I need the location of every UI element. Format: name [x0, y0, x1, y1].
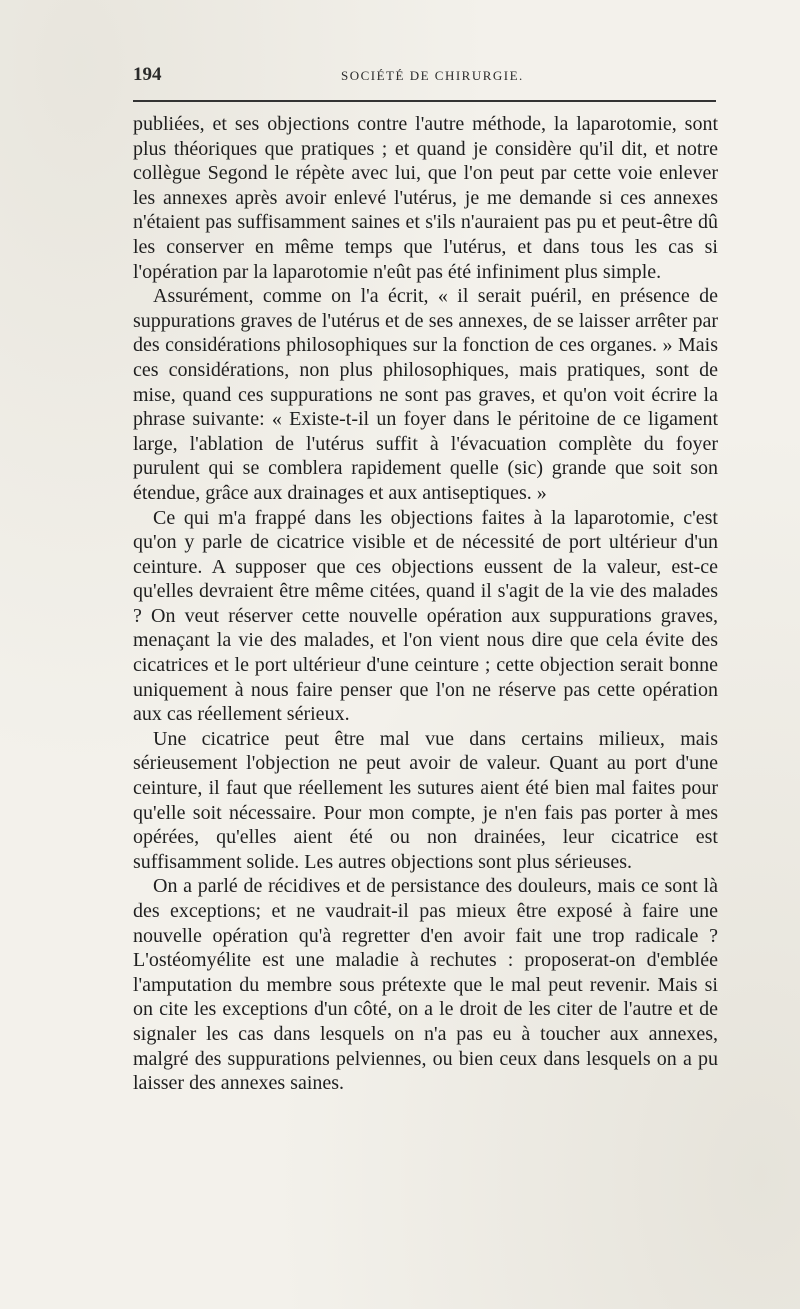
page-number: 194 — [133, 64, 162, 85]
paragraph-4: Une cicatrice peut être mal vue dans certains milieux, mais sérieusement l'objection ne peut avoir de valeur. Quant au port d'une ceinture, il faut que réellement les sutures aient été bien mal faites pour qu'elle soit nécessaire. Pour mon compte, je n'en fais pas porter à mes opérées, qu'elles aient été ou non drainées, leur cicatrice est suffisamment solide. Les autres objections sont plus sérieuses. — [133, 727, 718, 873]
paragraph-3: Ce qui m'a frappé dans les objections faites à la laparotomie, c'est qu'on y parle de cicatrice visible et de nécessité de port ultérieur d'un ceinture. A supposer que ces objections eussent de la valeur, est-ce qu'elles devraient être même citées, quand il s'agit de la vie des malades ? On veut réserver cette nouvelle opération aux suppurations graves, menaçant la vie des malades, et l'on vient nous dire que cela évite des cicatrices et le port ultérieur d'une ceinture ; cette objection serait bonne uniquement à nous faire penser que l'on ne réserve pas cette opération aux cas réellement sérieux. — [133, 506, 718, 726]
paragraph-1: publiées, et ses objections contre l'autre méthode, la laparotomie, sont plus théoriques que pratiques ; et quand je considère qu'il dit, et notre collègue Segond le répète avec lui, que l'on peut par cette voie enlever les annexes après avoir enlevé l'utérus, je me demande si ces annexes n'étaient pas suffisamment saines et s'ils n'auraient pas pu et peut-être dû les conserver en même temps que l'utérus, et dans tous les cas si l'opération par la laparotomie n'eût pas été infiniment plus simple. — [133, 113, 718, 283]
header-rule — [133, 100, 716, 102]
running-head: SOCIÉTÉ DE CHIRURGIE. — [341, 68, 524, 83]
page-header — [133, 64, 716, 88]
paragraph-2: Assurément, comme on l'a écrit, « il serait puéril, en présence de suppurations graves de l'utérus et de ses annexes, de se laisser arrêter par des considérations philosophiques sur la fonction de ces organes. » Mais ces considérations, non plus philosophiques, mais pratiques, sont de mise, quand ces suppurations ne sont pas graves, et qu'on voit écrire la phrase suivante: « Existe-t-il un foyer dans le péritoine de ce ligament large, l'ablation de l'utérus suffit à l'évacuation complète du foyer purulent qui se comblera rapidement quelle (sic) grande que soit son étendue, grâce aux drainages et aux antiseptiques. » — [133, 285, 718, 504]
paragraph-5: On a parlé de récidives et de persistance des douleurs, mais ce sont là des exceptions; et ne vaudrait-il pas mieux être exposé à faire une nouvelle opération qu'à regretter d'en avoir fait une trop radicale ? L'ostéomyélite est une maladie à rechutes : proposerat-on d'emblée l'amputation du membre sous prétexte que le mal peut revenir. Mais si on cite les exceptions d'un côté, on a le droit de les citer de l'autre et de signaler les cas dans lesquels on n'a pas eu à toucher aux annexes, malgré des suppurations pelviennes, ou bien ceux dans lesquels on a pu laisser des annexes saines. — [133, 875, 718, 1095]
body-text — [133, 112, 718, 1096]
